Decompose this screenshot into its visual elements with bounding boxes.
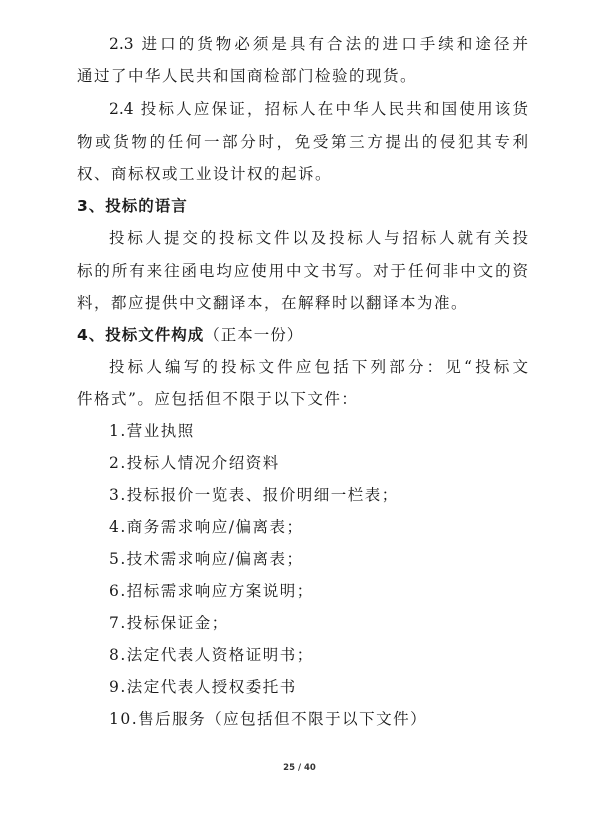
list-item: 5.技术需求响应/偏离表； — [109, 550, 304, 568]
para-2-3-line-1: 2.3 进口的货物必须是具有合法的进口手续和途径并 — [109, 35, 528, 53]
list-item: 1.营业执照 — [109, 422, 195, 440]
para-2-3-line-2: 通过了中华人民共和国商检部门检验的现货。 — [77, 67, 418, 85]
para-2-4-line-2: 物或货物的任何一部分时，免受第三方提出的侵犯其专利 — [77, 133, 528, 151]
section-3-line-1: 投标人提交的投标文件以及投标人与招标人就有关投 — [109, 229, 528, 247]
section-4-line-1: 投标人编写的投标文件应包括下列部分：见“投标文 — [109, 358, 528, 376]
section-3-line-2: 标的所有来往函电均应使用中文书写。对于任何非中文的资 — [77, 262, 528, 280]
para-2-4-line-1: 2.4 投标人应保证，招标人在中华人民共和国使用该货 — [109, 100, 528, 118]
list-item: 4.商务需求响应/偏离表； — [109, 518, 304, 536]
section-4-heading-note: （正本一份） — [204, 326, 304, 344]
list-item: 7.投标保证金； — [109, 614, 229, 632]
list-item: 6.招标需求响应方案说明； — [109, 582, 314, 600]
section-4-heading — [77, 325, 303, 345]
list-item: 8.法定代表人资格证明书； — [109, 646, 314, 664]
para-2-4-line-3: 权、商标权或工业设计权的起诉。 — [77, 165, 333, 183]
list-item: 9.法定代表人授权委托书 — [109, 678, 297, 696]
list-item: 10.售后服务（应包括但不限于以下文件） — [109, 710, 428, 728]
section-3-line-3: 料，都应提供中文翻译本，在解释时以翻译本为准。 — [77, 294, 469, 312]
list-item: 3.投标报价一览表、报价明细一栏表； — [109, 486, 399, 504]
page-number: 25 / 40 — [283, 763, 316, 773]
section-3-heading: 3、投标的语言 — [77, 197, 188, 215]
list-item: 2.投标人情况介绍资料 — [109, 454, 280, 472]
section-4-heading-text: 4、投标文件构成 — [77, 326, 205, 344]
section-4-line-2: 件格式”。应包括但不限于以下文件： — [77, 390, 359, 408]
